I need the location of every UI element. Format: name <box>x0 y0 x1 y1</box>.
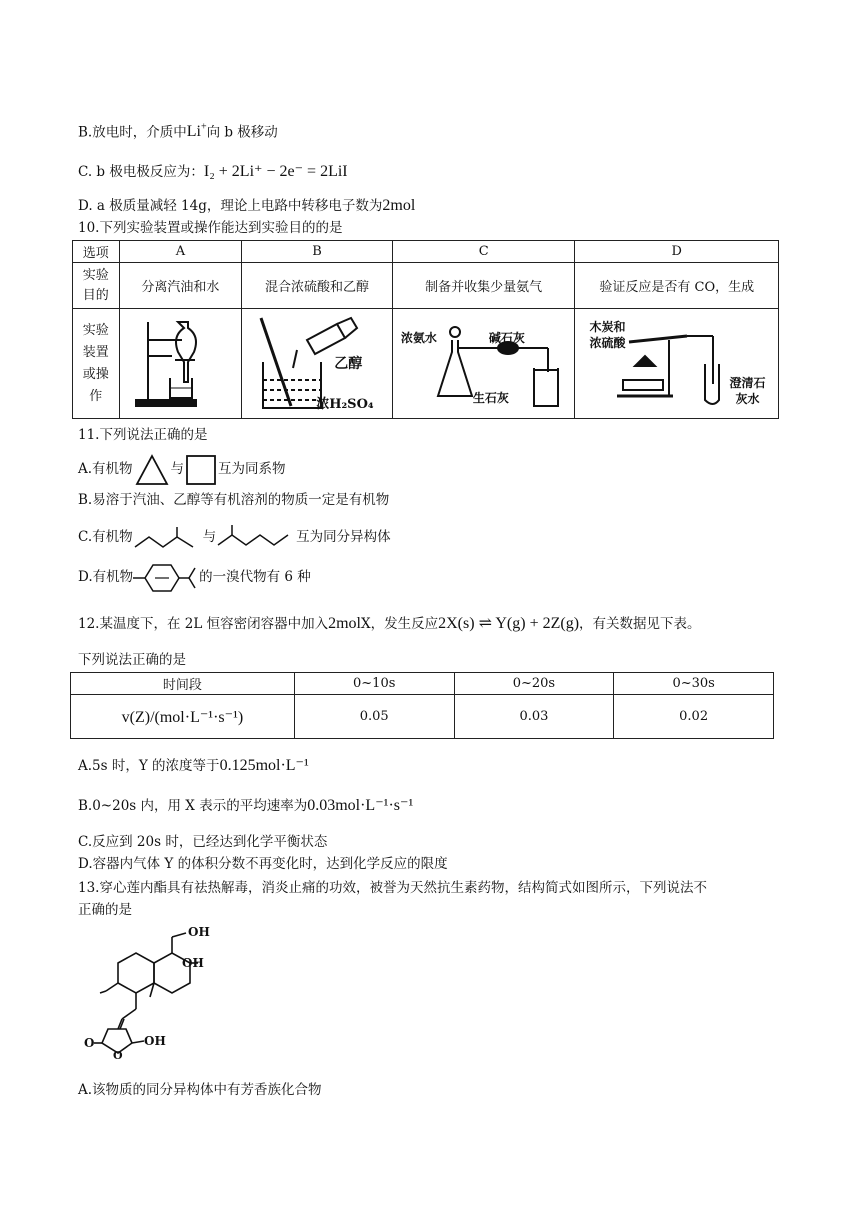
rate-label: v(Z)/(mol·L⁻¹·s⁻¹) <box>71 695 295 739</box>
q10-apparatus-label: 实验装置或操作 <box>73 309 120 419</box>
cyclobutane-icon <box>184 454 218 486</box>
q9-option-d: D. a 极质量减轻 14g，理论上电路中转移电子数为2mol <box>78 197 416 214</box>
q13-stem-2: 正确的是 <box>78 902 132 918</box>
q10-table <box>72 240 779 419</box>
separatory-funnel-diagram <box>120 310 240 414</box>
q12-option-c: C.反应到 20s 时，已经达到化学平衡状态 <box>78 834 328 850</box>
q13-option-a: A.该物质的同分异构体中有芳香族化合物 <box>78 1082 322 1098</box>
q12-header-cell: 0~30s <box>614 673 774 695</box>
q10-purpose-label: 实验目的 <box>73 263 120 309</box>
q10-header-cell: A <box>119 241 242 263</box>
carbonyl-oxygen-label: O <box>84 1036 95 1050</box>
rate-value: 0.02 <box>614 695 774 739</box>
limewater-label: 澄清石灰水 <box>729 376 766 406</box>
soda-lime-label: 碱石灰 <box>488 331 525 345</box>
q11-option-a: A.有机物 与 互为同系物 <box>78 452 286 486</box>
q10-header-cell: D <box>575 241 779 263</box>
hydroxyl-label: OH <box>144 1034 166 1048</box>
cyclopropane-icon <box>133 454 171 486</box>
apparatus-a-cell <box>119 309 242 419</box>
reaction-equation: 2X(s) ⇌ Y(g) + 2Z(g) <box>438 615 580 632</box>
andrographolide-structure <box>78 925 218 1065</box>
q12-option-d: D.容器内气体 Y 的体积分数不再变化时，达到化学反应的限度 <box>78 856 448 872</box>
ring-oxygen-label: O <box>113 1049 123 1062</box>
ammonia-label: 浓氨水 <box>400 331 437 345</box>
q10-header-cell: 选项 <box>73 241 120 263</box>
q12-data-row <box>71 695 774 739</box>
q10-apparatus-row <box>73 309 779 419</box>
q10-purpose-a: 分离汽油和水 <box>119 263 242 309</box>
q11-option-b: B.易溶于汽油、乙醇等有机溶剂的物质一定是有机物 <box>78 492 390 508</box>
rate-value: 0.03 <box>454 695 614 739</box>
quicklime-label: 生石灰 <box>472 391 509 405</box>
apparatus-c-cell <box>392 309 575 419</box>
aromatic-ring-icon <box>133 563 199 593</box>
q12-stem-2: 下列说法正确的是 <box>78 652 186 668</box>
electrode-equation: I₂ + 2Li⁺ − 2e⁻ = 2LiI <box>203 163 348 180</box>
q12-option-a: A.5s 时，Y 的浓度等于0.125mol·L⁻¹ <box>78 757 309 774</box>
q12-table <box>70 672 774 739</box>
rate-value: 0.05 <box>294 695 454 739</box>
q12-header-row <box>71 673 774 695</box>
q10-header-cell: C <box>392 241 575 263</box>
hydroxyl-label: OH <box>188 925 210 939</box>
q9-option-b: B.放电时，介质中Li+向 b 极移动 <box>78 122 278 141</box>
q12-header-cell: 时间段 <box>71 673 295 695</box>
q12-stem: 12.某温度下，在 2L 恒容密闭容器中加入2molX，发生反应2X(s) ⇌ Y(g) + 2Z(g)，有关数据见下表。 <box>78 615 701 632</box>
q12-option-b: B.0~20s 内，用 X 表示的平均速率为0.03mol·L⁻¹·s⁻¹ <box>78 797 414 814</box>
q13-stem-1: 13.穿心莲内酯具有祛热解毒，消炎止痛的功效，被誉为天然抗生素药物，结构简式如图所示，下列说法不 <box>78 880 707 896</box>
q10-purpose-row <box>73 263 779 309</box>
ethanol-label: 乙醇 <box>334 356 363 372</box>
hydroxyl-label: OH <box>182 956 204 970</box>
q10-stem: 10.下列实验装置或操作能达到实验目的的是 <box>78 220 343 236</box>
q12-header-cell: 0~10s <box>294 673 454 695</box>
q11-option-c: C.有机物 与 互为同分异构体 <box>78 524 391 551</box>
q10-header-cell: B <box>242 241 393 263</box>
apparatus-d-cell <box>575 309 779 419</box>
q12-header-cell: 0~20s <box>454 673 614 695</box>
q10-header-row <box>73 241 779 263</box>
q11-stem: 11.下列说法正确的是 <box>78 427 208 443</box>
q10-purpose-c: 制备并收集少量氨气 <box>392 263 575 309</box>
q10-purpose-d: 验证反应是否有 CO，生成 <box>575 263 779 309</box>
sulfuric-acid-label: 浓H₂SO₄ <box>316 397 374 412</box>
skeletal-structure-1-icon <box>133 525 203 551</box>
q11-option-d: D.有机物 的一溴代物有 6 种 <box>78 562 311 593</box>
q10-purpose-b: 混合浓硫酸和乙醇 <box>242 263 393 309</box>
lithium-ion: Li+ <box>186 122 207 141</box>
q9-option-c: C. b 极电极反应为：I₂ + 2Li⁺ − 2e⁻ = 2LiI <box>78 163 348 180</box>
skeletal-structure-2-icon <box>216 525 296 551</box>
charcoal-acid-label: 木炭和浓硫酸 <box>589 320 626 350</box>
apparatus-b-cell <box>242 309 393 419</box>
